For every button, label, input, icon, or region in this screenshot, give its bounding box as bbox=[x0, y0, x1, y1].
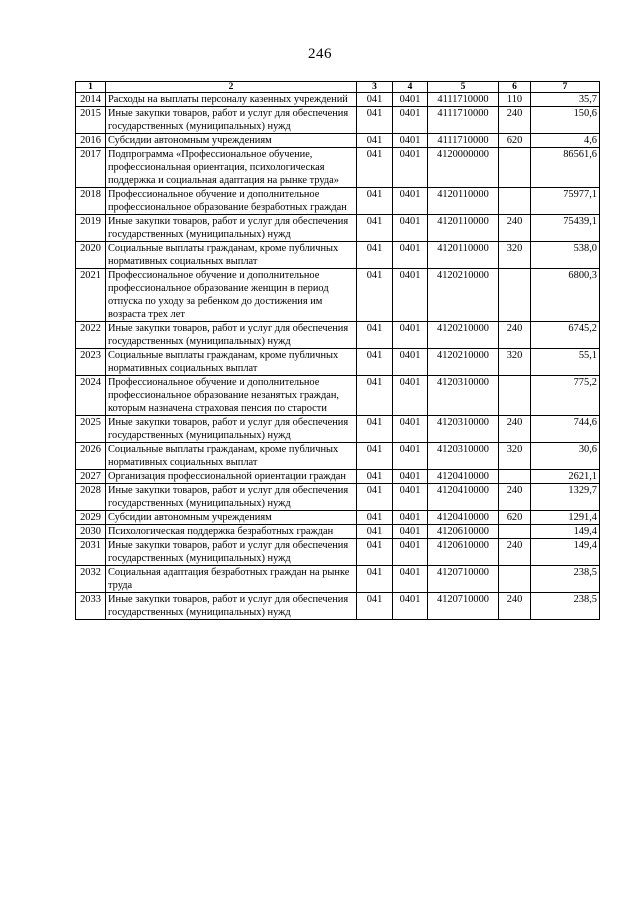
table-row bbox=[76, 376, 600, 416]
target-article-code-cell: 4120210000 bbox=[428, 322, 499, 349]
row-number-cell: 2032 bbox=[76, 566, 106, 593]
table-row bbox=[76, 148, 600, 188]
target-article-code-cell: 4120310000 bbox=[428, 376, 499, 416]
budget-table bbox=[75, 81, 600, 620]
expense-type-code-cell: 240 bbox=[499, 484, 531, 511]
header-row bbox=[76, 82, 600, 93]
amount-cell: 6800,3 bbox=[531, 269, 600, 322]
section-code-cell: 0401 bbox=[393, 134, 428, 148]
section-code-cell: 0401 bbox=[393, 376, 428, 416]
header-col-4: 4 bbox=[393, 82, 428, 93]
expense-type-code-cell: 620 bbox=[499, 511, 531, 525]
table-row bbox=[76, 349, 600, 376]
amount-cell: 75977,1 bbox=[531, 188, 600, 215]
expense-name-cell: Профессиональное обучение и дополнительное профессиональное образование безработных граждан bbox=[106, 188, 357, 215]
amount-cell: 30,6 bbox=[531, 443, 600, 470]
row-number-cell: 2027 bbox=[76, 470, 106, 484]
target-article-code-cell: 4111710000 bbox=[428, 107, 499, 134]
row-number-cell: 2033 bbox=[76, 593, 106, 620]
section-code-cell: 0401 bbox=[393, 539, 428, 566]
expense-name-cell: Подпрограмма «Профессиональное обучение, профессиональная ориентация, психологическая поддержка и социальная адаптация на рынке труда» bbox=[106, 148, 357, 188]
expense-type-code-cell bbox=[499, 566, 531, 593]
header-col-5: 5 bbox=[428, 82, 499, 93]
target-article-code-cell: 4111710000 bbox=[428, 134, 499, 148]
expense-type-code-cell: 620 bbox=[499, 134, 531, 148]
target-article-code-cell: 4120110000 bbox=[428, 215, 499, 242]
table-row bbox=[76, 269, 600, 322]
expense-name-cell: Социальная адаптация безработных граждан на рынке труда bbox=[106, 566, 357, 593]
ministry-code-cell: 041 bbox=[357, 107, 393, 134]
expense-type-code-cell: 240 bbox=[499, 539, 531, 566]
ministry-code-cell: 041 bbox=[357, 93, 393, 107]
target-article-code-cell: 4120210000 bbox=[428, 269, 499, 322]
table-row bbox=[76, 539, 600, 566]
table-row bbox=[76, 93, 600, 107]
ministry-code-cell: 041 bbox=[357, 539, 393, 566]
expense-name-cell: Субсидии автономным учреждениям bbox=[106, 134, 357, 148]
section-code-cell: 0401 bbox=[393, 269, 428, 322]
expense-name-cell: Иные закупки товаров, работ и услуг для обеспечения государственных (муниципальных) нужд bbox=[106, 107, 357, 134]
ministry-code-cell: 041 bbox=[357, 188, 393, 215]
target-article-code-cell: 4120000000 bbox=[428, 148, 499, 188]
target-article-code-cell: 4120410000 bbox=[428, 470, 499, 484]
expense-type-code-cell bbox=[499, 269, 531, 322]
expense-type-code-cell bbox=[499, 188, 531, 215]
section-code-cell: 0401 bbox=[393, 107, 428, 134]
amount-cell: 744,6 bbox=[531, 416, 600, 443]
section-code-cell: 0401 bbox=[393, 511, 428, 525]
header-col-2: 2 bbox=[106, 82, 357, 93]
table-row bbox=[76, 322, 600, 349]
expense-name-cell: Социальные выплаты гражданам, кроме публичных нормативных социальных выплат bbox=[106, 349, 357, 376]
target-article-code-cell: 4120410000 bbox=[428, 484, 499, 511]
section-code-cell: 0401 bbox=[393, 322, 428, 349]
ministry-code-cell: 041 bbox=[357, 148, 393, 188]
row-number-cell: 2026 bbox=[76, 443, 106, 470]
table-row bbox=[76, 242, 600, 269]
section-code-cell: 0401 bbox=[393, 349, 428, 376]
target-article-code-cell: 4120310000 bbox=[428, 443, 499, 470]
ministry-code-cell: 041 bbox=[357, 416, 393, 443]
expense-type-code-cell: 320 bbox=[499, 242, 531, 269]
table-row bbox=[76, 484, 600, 511]
expense-name-cell: Психологическая поддержка безработных граждан bbox=[106, 525, 357, 539]
target-article-code-cell: 4120610000 bbox=[428, 539, 499, 566]
amount-cell: 150,6 bbox=[531, 107, 600, 134]
section-code-cell: 0401 bbox=[393, 566, 428, 593]
expense-type-code-cell bbox=[499, 470, 531, 484]
expense-type-code-cell: 320 bbox=[499, 349, 531, 376]
target-article-code-cell: 4120410000 bbox=[428, 511, 499, 525]
expense-name-cell: Профессиональное обучение и дополнительное профессиональное образование незанятых граждан, которым назначена страховая пенсия по старости bbox=[106, 376, 357, 416]
section-code-cell: 0401 bbox=[393, 148, 428, 188]
ministry-code-cell: 041 bbox=[357, 566, 393, 593]
row-number-cell: 2024 bbox=[76, 376, 106, 416]
section-code-cell: 0401 bbox=[393, 93, 428, 107]
ministry-code-cell: 041 bbox=[357, 269, 393, 322]
target-article-code-cell: 4120710000 bbox=[428, 593, 499, 620]
ministry-code-cell: 041 bbox=[357, 470, 393, 484]
section-code-cell: 0401 bbox=[393, 215, 428, 242]
ministry-code-cell: 041 bbox=[357, 242, 393, 269]
row-number-cell: 2022 bbox=[76, 322, 106, 349]
expense-name-cell: Иные закупки товаров, работ и услуг для обеспечения государственных (муниципальных) нужд bbox=[106, 593, 357, 620]
amount-cell: 1329,7 bbox=[531, 484, 600, 511]
expense-name-cell: Профессиональное обучение и дополнительное профессиональное образование женщин в период отпуска по уходу за ребенком до достижения им возраста трех лет bbox=[106, 269, 357, 322]
ministry-code-cell: 041 bbox=[357, 525, 393, 539]
row-number-cell: 2014 bbox=[76, 93, 106, 107]
row-number-cell: 2030 bbox=[76, 525, 106, 539]
section-code-cell: 0401 bbox=[393, 443, 428, 470]
ministry-code-cell: 041 bbox=[357, 322, 393, 349]
section-code-cell: 0401 bbox=[393, 484, 428, 511]
expense-name-cell: Социальные выплаты гражданам, кроме публичных нормативных социальных выплат bbox=[106, 242, 357, 269]
table-row bbox=[76, 525, 600, 539]
table-row bbox=[76, 443, 600, 470]
table-row bbox=[76, 134, 600, 148]
expense-name-cell: Иные закупки товаров, работ и услуг для обеспечения государственных (муниципальных) нужд bbox=[106, 484, 357, 511]
expense-type-code-cell bbox=[499, 376, 531, 416]
expense-name-cell: Расходы на выплаты персоналу казенных учреждений bbox=[106, 93, 357, 107]
amount-cell: 86561,6 bbox=[531, 148, 600, 188]
table-row bbox=[76, 511, 600, 525]
section-code-cell: 0401 bbox=[393, 416, 428, 443]
ministry-code-cell: 041 bbox=[357, 511, 393, 525]
expense-name-cell: Иные закупки товаров, работ и услуг для обеспечения государственных (муниципальных) нужд bbox=[106, 215, 357, 242]
amount-cell: 2621,1 bbox=[531, 470, 600, 484]
section-code-cell: 0401 bbox=[393, 242, 428, 269]
header-col-1: 1 bbox=[76, 82, 106, 93]
expense-name-cell: Организация профессиональной ориентации граждан bbox=[106, 470, 357, 484]
amount-cell: 4,6 bbox=[531, 134, 600, 148]
section-code-cell: 0401 bbox=[393, 525, 428, 539]
expense-name-cell: Иные закупки товаров, работ и услуг для обеспечения государственных (муниципальных) нужд bbox=[106, 416, 357, 443]
expense-name-cell: Иные закупки товаров, работ и услуг для обеспечения государственных (муниципальных) нужд bbox=[106, 322, 357, 349]
section-code-cell: 0401 bbox=[393, 188, 428, 215]
amount-cell: 238,5 bbox=[531, 593, 600, 620]
ministry-code-cell: 041 bbox=[357, 593, 393, 620]
row-number-cell: 2015 bbox=[76, 107, 106, 134]
section-code-cell: 0401 bbox=[393, 470, 428, 484]
ministry-code-cell: 041 bbox=[357, 215, 393, 242]
row-number-cell: 2019 bbox=[76, 215, 106, 242]
table-row bbox=[76, 215, 600, 242]
expense-type-code-cell: 240 bbox=[499, 322, 531, 349]
expense-name-cell: Иные закупки товаров, работ и услуг для обеспечения государственных (муниципальных) нужд bbox=[106, 539, 357, 566]
ministry-code-cell: 041 bbox=[357, 376, 393, 416]
row-number-cell: 2020 bbox=[76, 242, 106, 269]
page-number: 246 bbox=[308, 46, 332, 62]
expense-name-cell: Субсидии автономным учреждениям bbox=[106, 511, 357, 525]
target-article-code-cell: 4120710000 bbox=[428, 566, 499, 593]
table-row bbox=[76, 416, 600, 443]
row-number-cell: 2021 bbox=[76, 269, 106, 322]
amount-cell: 238,5 bbox=[531, 566, 600, 593]
expense-type-code-cell bbox=[499, 148, 531, 188]
table-row bbox=[76, 188, 600, 215]
target-article-code-cell: 4120310000 bbox=[428, 416, 499, 443]
row-number-cell: 2025 bbox=[76, 416, 106, 443]
amount-cell: 775,2 bbox=[531, 376, 600, 416]
expense-type-code-cell bbox=[499, 525, 531, 539]
header-col-6: 6 bbox=[499, 82, 531, 93]
amount-cell: 1291,4 bbox=[531, 511, 600, 525]
amount-cell: 149,4 bbox=[531, 525, 600, 539]
target-article-code-cell: 4120110000 bbox=[428, 242, 499, 269]
target-article-code-cell: 4111710000 bbox=[428, 93, 499, 107]
row-number-cell: 2016 bbox=[76, 134, 106, 148]
section-code-cell: 0401 bbox=[393, 593, 428, 620]
row-number-cell: 2017 bbox=[76, 148, 106, 188]
ministry-code-cell: 041 bbox=[357, 134, 393, 148]
row-number-cell: 2023 bbox=[76, 349, 106, 376]
table-row bbox=[76, 107, 600, 134]
expense-type-code-cell: 320 bbox=[499, 443, 531, 470]
table-row bbox=[76, 470, 600, 484]
amount-cell: 75439,1 bbox=[531, 215, 600, 242]
row-number-cell: 2029 bbox=[76, 511, 106, 525]
target-article-code-cell: 4120210000 bbox=[428, 349, 499, 376]
table-body bbox=[76, 93, 600, 620]
expense-type-code-cell: 110 bbox=[499, 93, 531, 107]
row-number-cell: 2028 bbox=[76, 484, 106, 511]
amount-cell: 538,0 bbox=[531, 242, 600, 269]
expense-type-code-cell: 240 bbox=[499, 593, 531, 620]
target-article-code-cell: 4120610000 bbox=[428, 525, 499, 539]
row-number-cell: 2031 bbox=[76, 539, 106, 566]
expense-type-code-cell: 240 bbox=[499, 416, 531, 443]
expense-type-code-cell: 240 bbox=[499, 215, 531, 242]
row-number-cell: 2018 bbox=[76, 188, 106, 215]
ministry-code-cell: 041 bbox=[357, 349, 393, 376]
table-row bbox=[76, 593, 600, 620]
ministry-code-cell: 041 bbox=[357, 443, 393, 470]
amount-cell: 149,4 bbox=[531, 539, 600, 566]
ministry-code-cell: 041 bbox=[357, 484, 393, 511]
table-header bbox=[76, 82, 600, 93]
expense-name-cell: Социальные выплаты гражданам, кроме публичных нормативных социальных выплат bbox=[106, 443, 357, 470]
amount-cell: 55,1 bbox=[531, 349, 600, 376]
amount-cell: 35,7 bbox=[531, 93, 600, 107]
amount-cell: 6745,2 bbox=[531, 322, 600, 349]
table-row bbox=[76, 566, 600, 593]
header-col-3: 3 bbox=[357, 82, 393, 93]
target-article-code-cell: 4120110000 bbox=[428, 188, 499, 215]
expense-type-code-cell: 240 bbox=[499, 107, 531, 134]
header-col-7: 7 bbox=[531, 82, 600, 93]
